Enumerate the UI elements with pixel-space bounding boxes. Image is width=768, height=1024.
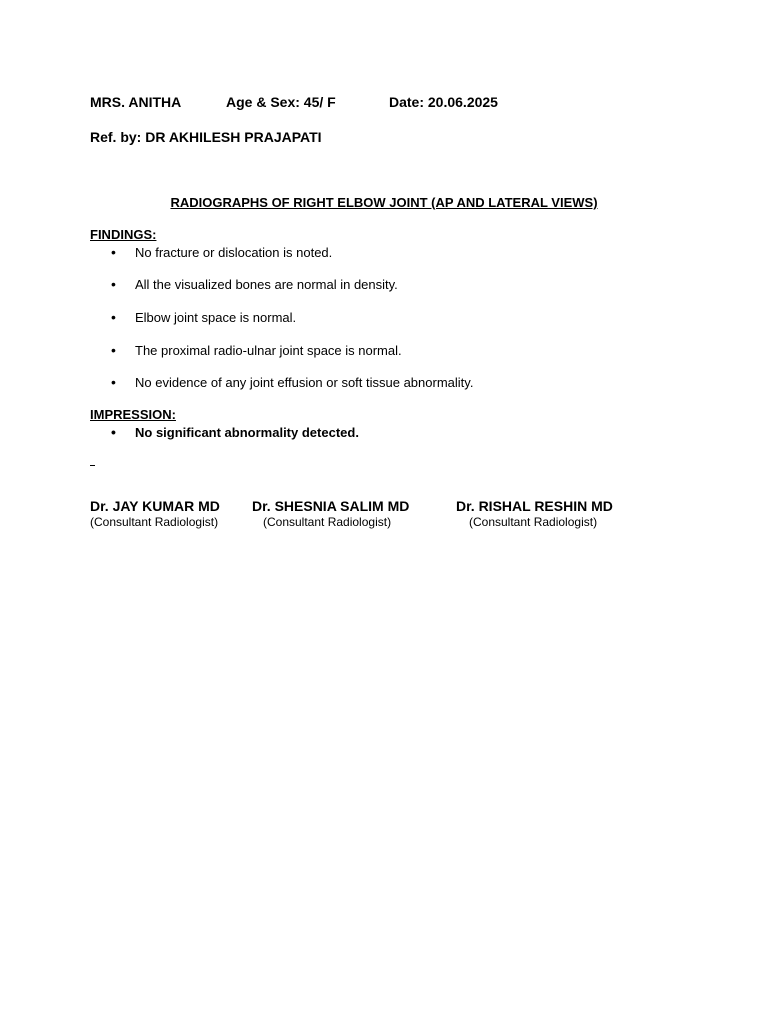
- finding-text: All the visualized bones are normal in density.: [135, 277, 398, 292]
- finding-item: [111, 244, 332, 260]
- findings-label: FINDINGS:: [90, 227, 157, 242]
- bullet-icon: •: [111, 424, 116, 440]
- report-date: Date: 20.06.2025: [389, 94, 498, 110]
- finding-item: [111, 342, 402, 358]
- signature-title-1: (Consultant Radiologist): [90, 515, 219, 529]
- referred-by: Ref. by: DR AKHILESH PRAJAPATI: [90, 129, 322, 145]
- finding-text: The proximal radio-ulnar joint space is normal.: [135, 343, 402, 358]
- impression-label: IMPRESSION:: [90, 407, 176, 422]
- impression-text: No significant abnormality detected.: [135, 425, 359, 440]
- signature-title-3: (Consultant Radiologist): [469, 515, 598, 529]
- signature-name-2: Dr. SHESNIA SALIM MD: [252, 498, 410, 514]
- finding-item: [111, 276, 398, 292]
- finding-text: Elbow joint space is normal.: [135, 310, 297, 325]
- bullet-icon: •: [111, 244, 116, 260]
- finding-item: [111, 374, 473, 390]
- bullet-icon: •: [111, 309, 116, 325]
- report-title: RADIOGRAPHS OF RIGHT ELBOW JOINT (AP AND LATERAL VIEWS): [170, 195, 598, 210]
- patient-name: MRS. ANITHA: [90, 94, 182, 110]
- bullet-icon: •: [111, 276, 116, 292]
- bullet-icon: •: [111, 374, 116, 390]
- signature-name-1: Dr. JAY KUMAR MD: [90, 498, 220, 514]
- impression-item: [111, 424, 359, 440]
- finding-item: [111, 309, 296, 325]
- finding-text: No evidence of any joint effusion or soft tissue abnormality.: [135, 375, 474, 390]
- bullet-icon: •: [111, 342, 116, 358]
- age-sex: Age & Sex: 45/ F: [226, 94, 336, 110]
- finding-text: No fracture or dislocation is noted.: [135, 245, 333, 260]
- signature-name-3: Dr. RISHAL RESHIN MD: [456, 498, 613, 514]
- stray-mark: [90, 465, 95, 466]
- signature-title-2: (Consultant Radiologist): [263, 515, 392, 529]
